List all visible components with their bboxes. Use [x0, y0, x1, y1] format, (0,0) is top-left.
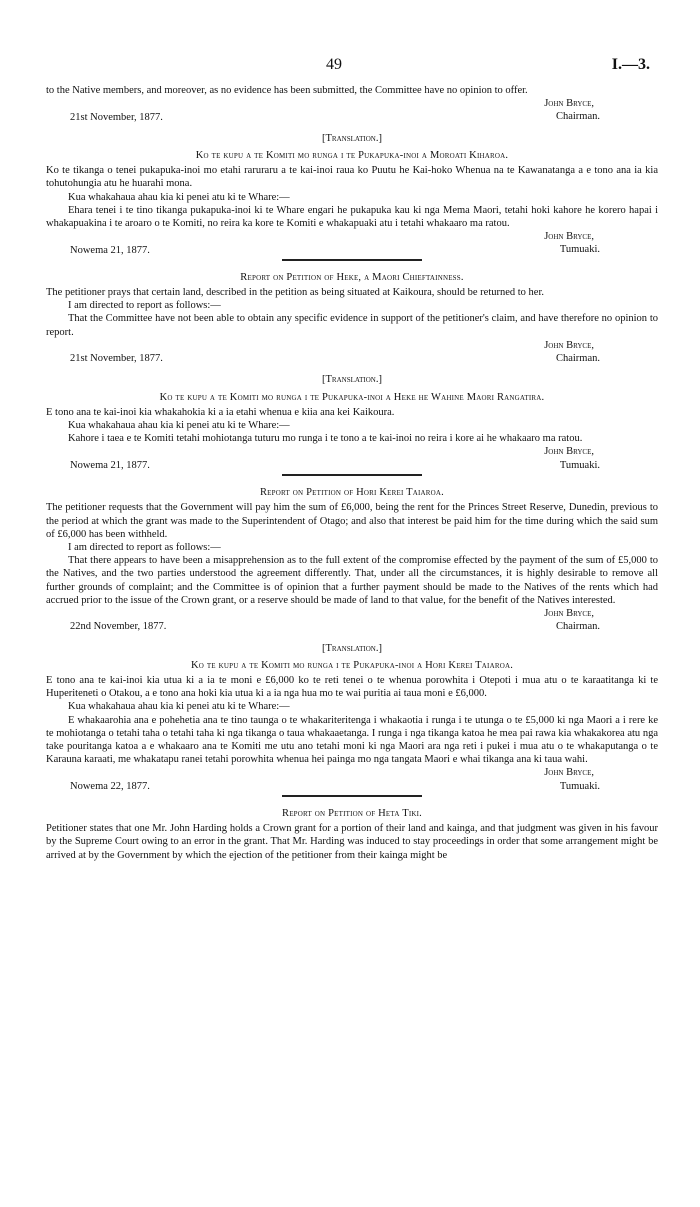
paragraph: Ko te tikanga o tenei pukapuka-inoi mo etahi raruraru a te kai-inoi raua ko Puutu he Kai-hoko Whenua na te Kawanatanga a e tono ana ia kia tohutohungia atu he huarahi mona.	[46, 165, 658, 190]
page-header	[46, 58, 658, 84]
indented-paragraph: That the Committee have not been able to obtain any specific evidence in support of the petitioner's claim, and have therefore no opinion to report.	[46, 313, 658, 338]
translation-label: [Translation.]	[322, 374, 382, 386]
section-divider	[282, 795, 422, 797]
document-page	[46, 58, 658, 862]
signature-date: Nowema 21, 1877.	[70, 244, 150, 256]
signature-date: Nowema 21, 1877.	[70, 459, 150, 471]
paragraph: The petitioner prays that certain land, described in the petition as being situated at Kaikoura, should be returned to her.	[46, 287, 545, 299]
section-title: Report on Petition of Hori Kerei Taiaroa.	[259, 487, 445, 499]
section-title: Ko te kupu a te Komiti mo runga i te Pukapuka-inoi a Moroati Kiharoa.	[195, 150, 509, 162]
document-body	[46, 84, 658, 862]
signature-block	[46, 230, 658, 257]
page-number: 49	[326, 56, 342, 73]
indented-paragraph: Kahore i taea e te Komiti tetahi mohiotanga tuturu mo runga i te tono a te kai-inoi no reira i kore ai he whakaaro ma ratou.	[68, 433, 583, 445]
signatory-name: John Bryce,	[544, 767, 594, 779]
signature-date: 21st November, 1877.	[70, 111, 163, 123]
document-reference: I.—3.	[611, 56, 650, 73]
indented-paragraph: Kua whakahaua ahau kia ki penei atu ki te Whare:—	[68, 191, 290, 203]
signatory-role: Chairman.	[555, 621, 600, 633]
signatory-name: John Bryce,	[544, 98, 594, 110]
signatory-name: John Bryce,	[544, 607, 594, 619]
indented-paragraph: I am directed to report as follows:—	[68, 300, 221, 312]
paragraph: E tono ana te kai-inoi kia utua ki a ia te moni e £6,000 ko te reti tenei o te whenua porowhita i Otepoti i mua atu o te karaatitanga ki te Huperiteneti o Otakou, a e tono ana hoki kia utua ki a ia nga hua mo te wai puritia ai taua moni e £6,000.	[46, 674, 658, 700]
paragraph: to the Native members, and moreover, as no evidence has been submitted, the Committee have no opinion to offer.	[46, 85, 528, 96]
signatory-role: Tumuaki.	[559, 780, 600, 792]
signature-block	[46, 445, 658, 472]
signature-date: 21st November, 1877.	[70, 353, 163, 365]
signatory-role: Tumuaki.	[559, 459, 600, 471]
indented-paragraph: E whakaarohia ana e pohehetia ana te tino taunga o te whakariteritenga i whakaotia i runga i te utunga o te £5,000 ki nga Maori a i rere ke te mohiotanga o tetahi taha o tetahi taha ki nga tikanga o taua whakaaetanga. I runga i nga tikanga katoa he mea pai rawa kia whakakorea atu nga take pouritanga katoa a e whakaaro ana te Komiti me utu ano tetahi moni ki nga Maori ara nga reti i pukei i mua atu o te whakaputanga o te Karauna karaati, me whakatapu ranei tetahi porowhita whenua hei painga mo nga tangata Maori e whai tikanga ana ki taua wahi.	[46, 714, 658, 766]
signature-block	[46, 339, 658, 366]
paragraph: E tono ana te kai-inoi kia whakahokia ki a ia etahi whenua e kiia ana kei Kaikoura.	[46, 406, 395, 418]
signatory-role: Chairman.	[555, 111, 600, 123]
translation-label: [Translation.]	[322, 642, 382, 654]
indented-paragraph: Kua whakahaua ahau kia ki penei atu ki te Whare:—	[68, 701, 290, 713]
translation-label: [Translation.]	[322, 132, 382, 144]
section-divider	[282, 474, 422, 476]
signature-date: Nowema 22, 1877.	[70, 780, 150, 792]
paragraph: Petitioner states that one Mr. John Harding holds a Crown grant for a portion of their land and kainga, and that judgment was given in his favour by the Supreme Court owing to an error in the grant. That Mr. Harding was induced to stay proceedings in order that some arrangement might be arrived at by the Government by which the ejection of the petitioner from their kainga might be	[46, 823, 658, 861]
signatory-role: Chairman.	[555, 353, 600, 365]
indented-paragraph: Kua whakahaua ahau kia ki penei atu ki te Whare:—	[68, 420, 290, 432]
indented-paragraph: That there appears to have been a misapprehension as to the full extent of the compromise effected by the payment of the sum of £5,000 to the Natives, and the two parties understood the agreement differently. That, under all the circumstances, it is highly desirable to remove all further grounds of complaint; and the Committee is of opinion that a further payment should be made to the Natives of the rents which had accrued prior to the issue of the Crown grant, or a reserve should be made of land to that value, for the benefit of the Natives interested.	[46, 555, 658, 606]
section-title: Report on Petition of Heta Tiki.	[282, 807, 422, 819]
section-title: Ko te kupu a te Komiti mo runga i te Pukapuka-inoi a Hori Kerei Taiaroa.	[190, 659, 514, 671]
paragraph: The petitioner requests that the Government will pay him the sum of £6,000, being the rent for the Princes Street Reserve, Dunedin, previous to the period at which the grant was made to the Superintendent of Otago; and also that interest be paid him for the time during which the said sum of £6,000 has been withheld.	[46, 502, 658, 540]
section-title: Report on Petition of Heke, a Maori Chieftainness.	[240, 271, 464, 283]
indented-paragraph: I am directed to report as follows:—	[68, 541, 221, 553]
signatory-name: John Bryce,	[544, 231, 594, 243]
signature-block	[46, 607, 658, 634]
signature-date: 22nd November, 1877.	[70, 621, 167, 633]
section-divider	[282, 259, 422, 261]
signatory-name: John Bryce,	[544, 446, 594, 458]
indented-paragraph: Ehara tenei i te tino tikanga pukapuka-inoi ki te Whare engari he pukapuka kau ki nga Mema Maori, tetahi hoki kahore he korero hapai i whakapuakina i te aroaro o te Komiti, no reira ka kore te Komiti e whakapuaki atu i tetahi whakaaro ma ratou.	[46, 204, 658, 230]
section-title: Ko te kupu a te Komiti mo runga i te Pukapuka-inoi a Heke he Wahine Maori Rangatira.	[159, 391, 545, 403]
signature-block	[46, 97, 658, 124]
signatory-role: Tumuaki.	[559, 244, 600, 256]
signatory-name: John Bryce,	[544, 339, 594, 351]
signature-block	[46, 766, 658, 793]
